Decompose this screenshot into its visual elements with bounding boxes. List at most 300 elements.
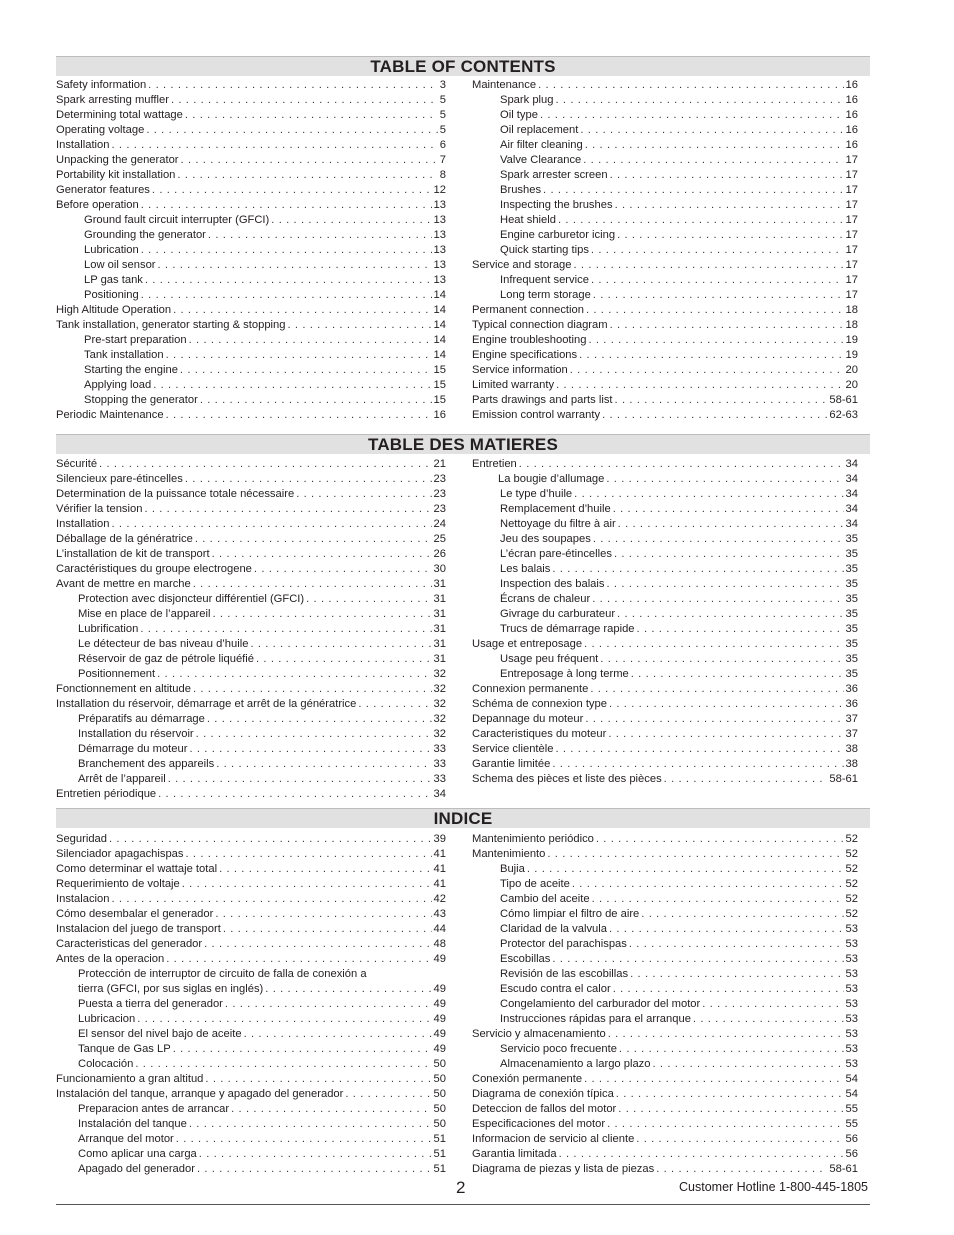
toc-entry-title: Instalacion: [56, 893, 110, 905]
toc-entry-title: Installation du réservoir: [78, 728, 194, 740]
toc-entry-title: Lubrification: [78, 623, 139, 635]
toc-entry-title: Service and storage: [472, 259, 572, 271]
toc-entry: [472, 652, 858, 667]
toc-entry-page: 35: [845, 578, 858, 590]
toc-dot-leader: [519, 457, 844, 472]
toc-entry-page: 50: [433, 1058, 446, 1070]
toc-entry-title: Silencieux pare-étincelles: [56, 473, 183, 485]
toc-entry-title: Installation du réservoir, démarrage et arrêt de la génératrice: [56, 698, 357, 710]
toc-entry: [472, 1087, 858, 1102]
toc-dot-leader: [556, 93, 844, 108]
toc-dot-leader: [636, 1132, 843, 1147]
toc-dot-leader: [166, 952, 431, 967]
toc-dot-leader: [538, 78, 843, 93]
toc-entry: [56, 652, 446, 667]
page-number: 2: [456, 1178, 466, 1197]
toc-entry: [56, 697, 446, 712]
toc-entry: [472, 592, 858, 607]
toc-dot-leader: [615, 198, 844, 213]
toc-dot-leader: [600, 652, 843, 667]
toc-entry: [472, 303, 858, 318]
toc-dot-leader: [607, 1117, 843, 1132]
toc-entry-page: 35: [845, 638, 858, 650]
toc-entry-title: Funcionamiento a gran altitud: [56, 1073, 204, 1085]
toc-dot-leader: [591, 273, 844, 288]
toc-entry: [472, 93, 858, 108]
toc-entry-title: Congelamiento del carburador del motor: [500, 998, 701, 1010]
toc-entry: [56, 1117, 446, 1132]
toc-entry: [56, 547, 446, 562]
toc-entry-page: 55: [845, 1118, 858, 1130]
toc-entry-title: Infrequent service: [500, 274, 589, 286]
toc-entry: [56, 742, 446, 757]
toc-entry-title: Servicio y almacenamiento: [472, 1028, 606, 1040]
toc-entry-page: 5: [439, 94, 446, 106]
toc-entry: [56, 487, 446, 502]
toc-entry-title: Conexión permanente: [472, 1073, 583, 1085]
toc-entry-page: 13: [433, 199, 446, 211]
toc-dot-leader: [265, 982, 431, 997]
toc-entry-title: Determination de la puissance totale nécessaire: [56, 488, 295, 500]
toc-dot-leader: [196, 727, 432, 742]
toc-entry-page: 35: [845, 533, 858, 545]
toc-entry-title: Caracteristicas del generador: [56, 938, 203, 950]
toc-dot-leader: [609, 697, 844, 712]
toc-entry-page: 31: [433, 593, 446, 605]
toc-entry: [472, 937, 858, 952]
toc-entry-page: 5: [439, 124, 446, 136]
toc-dot-leader: [543, 183, 844, 198]
toc-dot-leader: [112, 892, 432, 907]
toc-entry-page: 23: [433, 473, 446, 485]
toc-entry-title: Periodic Maintenance: [56, 409, 164, 421]
toc-dot-leader: [552, 562, 843, 577]
toc-dot-leader: [256, 652, 432, 667]
toc-entry-page: 35: [845, 668, 858, 680]
toc-dot-leader: [216, 757, 431, 772]
toc-entry-page: 23: [433, 488, 446, 500]
toc-entry-page: 33: [433, 758, 446, 770]
toc-entry: [56, 1087, 446, 1102]
toc-dot-leader: [145, 273, 432, 288]
toc-entry: [56, 1162, 446, 1177]
toc-entry-title: Especificaciones del motor: [472, 1118, 606, 1130]
toc-dot-leader: [629, 937, 844, 952]
toc-entry-title: Tanque de Gas LP: [78, 1043, 171, 1055]
toc-dot-leader: [588, 333, 843, 348]
toc-entry-page: 13: [433, 274, 446, 286]
toc-dot-leader: [168, 772, 432, 787]
toc-entry-title: Determining total wattage: [56, 109, 183, 121]
toc-entry: [472, 1162, 858, 1177]
toc-dot-leader: [552, 952, 843, 967]
toc-entry-title: Escudo contra el calor: [500, 983, 611, 995]
toc-dot-leader: [596, 832, 844, 847]
toc-entry-page: 53: [845, 1013, 858, 1025]
toc-entry-title: Entretien périodique: [56, 788, 157, 800]
toc-dot-leader: [608, 1027, 844, 1042]
toc-entry-page: 38: [845, 743, 858, 755]
toc-dot-leader: [193, 577, 432, 592]
toc-dot-leader: [630, 967, 843, 982]
toc-entry: [472, 532, 858, 547]
toc-entry: [472, 363, 858, 378]
toc-entry-title: Installation: [56, 139, 110, 151]
toc-entry-page: 49: [433, 1043, 446, 1055]
toc-entry-page: 31: [433, 638, 446, 650]
toc-entry: [56, 667, 446, 682]
toc-dot-leader: [148, 78, 438, 93]
toc-entry-page: 31: [433, 578, 446, 590]
es-column-right: [472, 832, 858, 1177]
toc-entry-title: Instalacion del juego de transport: [56, 923, 221, 935]
toc-entry: [56, 408, 446, 423]
toc-entry-title: Como aplicar una carga: [78, 1148, 197, 1160]
toc-entry-title: Tipo de aceite: [500, 878, 570, 890]
toc-entry: [56, 1057, 446, 1072]
toc-dot-leader: [613, 982, 844, 997]
toc-entry-title: Givrage du carburateur: [500, 608, 616, 620]
toc-entry-title: tierra (GFCI, por sus siglas en inglés): [78, 983, 264, 995]
toc-dot-leader: [572, 877, 844, 892]
toc-entry-title: L’installation de kit de transport: [56, 548, 210, 560]
toc-entry-page: 33: [433, 773, 446, 785]
toc-entry: [472, 457, 858, 472]
toc-entry-title: Caracteristiques du moteur: [472, 728, 607, 740]
toc-dot-leader: [207, 712, 432, 727]
toc-entry-title: Puesta a tierra del generador: [78, 998, 223, 1010]
toc-entry: [472, 273, 858, 288]
toc-entry-title: Préparatifs au démarrage: [78, 713, 205, 725]
toc-entry-title: Maintenance: [472, 79, 537, 91]
toc-dot-leader: [345, 1087, 431, 1102]
toc-entry-page: 39: [433, 833, 446, 845]
toc-entry-page: 53: [845, 938, 858, 950]
toc-entry-page: 53: [845, 923, 858, 935]
toc-entry-title: Mantenimiento: [472, 848, 546, 860]
toc-entry: [472, 577, 858, 592]
toc-entry-page: 35: [845, 593, 858, 605]
toc-entry-title: Remplacement d’huile: [500, 503, 611, 515]
toc-entry-title: Bujia: [500, 863, 525, 875]
toc-dot-leader: [176, 1132, 432, 1147]
toc-dot-leader: [610, 168, 844, 183]
toc-dot-leader: [619, 1042, 844, 1057]
toc-entry-page: 50: [433, 1073, 446, 1085]
toc-entry-title: Typical connection diagram: [472, 319, 608, 331]
toc-entry-page: 36: [845, 683, 858, 695]
toc-entry: [472, 198, 858, 213]
toc-entry: [56, 153, 446, 168]
customer-hotline: Customer Hotline 1-800-445-1805: [679, 1180, 868, 1194]
toc-entry-title: Requerimiento de voltaje: [56, 878, 180, 890]
toc-entry: [472, 138, 858, 153]
toc-entry-title: Schema des pièces et liste des pièces: [472, 773, 662, 785]
toc-entry: [472, 772, 858, 787]
toc-dot-leader: [610, 318, 844, 333]
toc-entry-title: Garantia limitada: [472, 1148, 557, 1160]
toc-entry: [472, 1012, 858, 1027]
toc-dot-leader: [215, 907, 431, 922]
toc-dot-leader: [591, 243, 844, 258]
toc-dot-leader: [186, 847, 432, 862]
toc-entry-page: 17: [845, 244, 858, 256]
toc-entry-title: Connexion permanente: [472, 683, 589, 695]
toc-entry: [56, 258, 446, 273]
toc-entry: [56, 303, 446, 318]
toc-entry-page: 52: [845, 848, 858, 860]
section-title-indice: INDICE: [56, 808, 870, 828]
toc-entry-title: Schéma de connexion type: [472, 698, 607, 710]
toc-entry: [472, 472, 858, 487]
toc-entry: [56, 607, 446, 622]
toc-entry-page: 20: [845, 364, 858, 376]
toc-dot-leader: [617, 228, 843, 243]
toc-column-left: [56, 78, 446, 423]
toc-entry: [472, 637, 858, 652]
toc-entry: [56, 363, 446, 378]
toc-entry-title: Quick starting tips: [500, 244, 589, 256]
toc-entry-page: 26: [433, 548, 446, 560]
toc-dot-leader: [185, 108, 438, 123]
toc-entry-page: 17: [845, 154, 858, 166]
toc-dot-leader: [296, 487, 431, 502]
toc-dot-leader: [602, 408, 827, 423]
toc-entry-title: Informacion de servicio al cliente: [472, 1133, 635, 1145]
toc-entry: [472, 562, 858, 577]
toc-entry-title: Jeu des soupapes: [500, 533, 591, 545]
toc-entry-page: 56: [845, 1148, 858, 1160]
toc-entry-page: 42: [433, 893, 446, 905]
toc-dot-leader: [153, 378, 431, 393]
toc-entry-page: 13: [433, 214, 446, 226]
toc-entry-title: Mise en place de l’appareil: [78, 608, 211, 620]
toc-dot-leader: [197, 1162, 432, 1177]
toc-entry: [472, 757, 858, 772]
toc-entry-title: Diagrama de conexión típica: [472, 1088, 614, 1100]
toc-entry-page: 52: [845, 878, 858, 890]
toc-entry-page: 30: [433, 563, 446, 575]
toc-entry-page: 14: [433, 304, 446, 316]
toc-entry: [56, 378, 446, 393]
toc-entry-title: Escobillas: [500, 953, 551, 965]
toc-dot-leader: [615, 393, 828, 408]
toc-entry-title: Claridad de la valvula: [500, 923, 607, 935]
toc-entry-title: LP gas tank: [84, 274, 143, 286]
toc-dot-leader: [182, 877, 432, 892]
toc-entry-title: Sécurité: [56, 458, 98, 470]
page-footer: [56, 1180, 870, 1205]
toc-entry-title: Starting the engine: [84, 364, 178, 376]
toc-entry: [56, 183, 446, 198]
toc-entry-page: 25: [433, 533, 446, 545]
toc-dot-leader: [631, 667, 844, 682]
toc-entry-page: 32: [433, 728, 446, 740]
toc-entry-page: 16: [845, 109, 858, 121]
toc-entry-title: Positionnement: [78, 668, 156, 680]
toc-dot-leader: [271, 213, 431, 228]
toc-dot-leader: [140, 622, 431, 637]
toc-dot-leader: [618, 1102, 843, 1117]
toc-entry-title: Tank installation: [84, 349, 164, 361]
toc-entry-page: 49: [433, 1028, 446, 1040]
toc-dot-leader: [579, 348, 843, 363]
toc-dot-leader: [244, 1027, 432, 1042]
toc-entry-title: Almacenamiento a largo plazo: [500, 1058, 651, 1070]
toc-entry-page: 20: [845, 379, 858, 391]
toc-entry-page: 36: [845, 698, 858, 710]
toc-entry-title: Apagado del generador: [78, 1163, 195, 1175]
toc-entry-title: Lubrication: [84, 244, 139, 256]
toc-entry: [472, 168, 858, 183]
toc-dot-leader: [99, 457, 432, 472]
toc-entry: [472, 243, 858, 258]
toc-entry-page: 54: [845, 1088, 858, 1100]
toc-entry-title: Emission control warranty: [472, 409, 601, 421]
toc-entry-title: Silenciador apagachispas: [56, 848, 184, 860]
toc-dot-leader: [212, 607, 431, 622]
toc-entry-page: 41: [433, 848, 446, 860]
toc-entry-page: 31: [433, 608, 446, 620]
toc-dot-leader: [580, 123, 843, 138]
toc-dot-leader: [208, 228, 432, 243]
toc-entry: [472, 877, 858, 892]
toc-entry-page: 51: [433, 1148, 446, 1160]
toc-entry: [472, 682, 858, 697]
toc-entry-title: Lubricacion: [78, 1013, 136, 1025]
toc-entry: [56, 78, 446, 93]
toc-entry-title: Service clientèle: [472, 743, 554, 755]
toc-entry: [56, 862, 446, 877]
toc-entry: [472, 108, 858, 123]
toc-entry-page: 56: [845, 1133, 858, 1145]
toc-dot-leader: [540, 108, 844, 123]
toc-entry-title: Usage et entreposage: [472, 638, 583, 650]
toc-entry-title: Garantie limitée: [472, 758, 551, 770]
toc-entry: [56, 847, 446, 862]
toc-entry-title: Nettoyage du filtre à air: [500, 518, 616, 530]
toc-entry: [56, 517, 446, 532]
toc-entry-title: Spark arresting muffler: [56, 94, 169, 106]
toc-entry-title: Engine troubleshooting: [472, 334, 587, 346]
toc-dot-leader: [205, 1072, 431, 1087]
toc-dot-leader: [574, 487, 843, 502]
toc-entry: [472, 123, 858, 138]
toc-dot-leader: [527, 862, 844, 877]
toc-entry-title: Protection avec disjoncteur différentiel (GFCI): [78, 593, 305, 605]
toc-dot-leader: [254, 562, 432, 577]
toc-entry: [56, 757, 446, 772]
section-title-table-of-contents: TABLE OF CONTENTS: [56, 56, 870, 76]
toc-entry: [56, 832, 446, 847]
toc-entry: [56, 877, 446, 892]
toc-entry-page: 12: [433, 184, 446, 196]
toc-entry-page: 14: [433, 334, 446, 346]
toc-entry: [472, 847, 858, 862]
toc-entry: [56, 138, 446, 153]
toc-dot-leader: [552, 757, 843, 772]
toc-entry-title: Stopping the generator: [84, 394, 198, 406]
toc-dot-leader: [653, 1057, 844, 1072]
toc-entry: [472, 622, 858, 637]
toc-entry: [56, 288, 446, 303]
toc-entry-page: 34: [845, 458, 858, 470]
toc-entry-title: Avant de mettre en marche: [56, 578, 191, 590]
toc-entry: [56, 982, 446, 997]
toc-entry-title: L’écran pare-étincelles: [500, 548, 612, 560]
toc-entry: [56, 1132, 446, 1147]
toc-entry-page: 35: [845, 623, 858, 635]
toc-entry-page: 58-61: [829, 773, 858, 785]
toc-dot-leader: [137, 1012, 431, 1027]
toc-entry-page: 52: [845, 863, 858, 875]
toc-dot-leader: [200, 393, 432, 408]
toc-entry: [472, 907, 858, 922]
toc-entry: [56, 682, 446, 697]
toc-entry-page: 17: [845, 259, 858, 271]
toc-dot-leader: [158, 258, 432, 273]
toc-entry: [472, 832, 858, 847]
toc-entry-page: 23: [433, 503, 446, 515]
toc-entry-title: Diagrama de piezas y lista de piezas: [472, 1163, 655, 1175]
toc-dot-leader: [223, 922, 432, 937]
toc-entry-page: 16: [433, 409, 446, 421]
toc-entry: [56, 168, 446, 183]
toc-entry-title: El sensor del nivel bajo de aceite: [78, 1028, 242, 1040]
toc-entry-page: 53: [845, 983, 858, 995]
toc-entry-page: 32: [433, 668, 446, 680]
toc-entry: [472, 967, 858, 982]
toc-entry-page: 18: [845, 319, 858, 331]
toc-entry-title: Réservoir de gaz de pétrole liquéfié: [78, 653, 254, 665]
toc-entry-title: Parts drawings and parts list: [472, 394, 613, 406]
toc-entry-page: 8: [439, 169, 446, 181]
toc-entry-page: 49: [433, 953, 446, 965]
toc-dot-leader: [555, 742, 843, 757]
toc-entry-page: 24: [433, 518, 446, 530]
toc-dot-leader: [585, 138, 844, 153]
toc-entry: [472, 487, 858, 502]
toc-entry-title: Déballage de la génératrice: [56, 533, 193, 545]
toc-entry-title: Long term storage: [500, 289, 591, 301]
toc-entry: [472, 547, 858, 562]
toc-entry: [472, 712, 858, 727]
toc-entry-title: Seguridad: [56, 833, 108, 845]
toc-entry-page: 17: [845, 169, 858, 181]
toc-entry: [56, 1012, 446, 1027]
toc-dot-leader: [664, 772, 828, 787]
toc-entry: [472, 333, 858, 348]
toc-dot-leader: [606, 472, 843, 487]
toc-entry-title: Démarrage du moteur: [78, 743, 188, 755]
toc-entry-page: 35: [845, 548, 858, 560]
toc-dot-leader: [570, 363, 844, 378]
toc-entry: [472, 862, 858, 877]
toc-entry: [56, 637, 446, 652]
toc-entry-title: Deteccion de fallos del motor: [472, 1103, 617, 1115]
toc-entry: [56, 1042, 446, 1057]
toc-dot-leader: [250, 637, 431, 652]
toc-dot-leader: [585, 712, 843, 727]
toc-dot-leader: [613, 502, 844, 517]
toc-entry-title: Ground fault circuit interrupter (GFCI): [84, 214, 270, 226]
toc-entry: [472, 517, 858, 532]
toc-entry-page: 50: [433, 1118, 446, 1130]
toc-entry-page: 15: [433, 394, 446, 406]
toc-entry: [472, 408, 858, 423]
fr-column-right: [472, 457, 858, 787]
toc-entry-title: Valve Clearance: [500, 154, 582, 166]
